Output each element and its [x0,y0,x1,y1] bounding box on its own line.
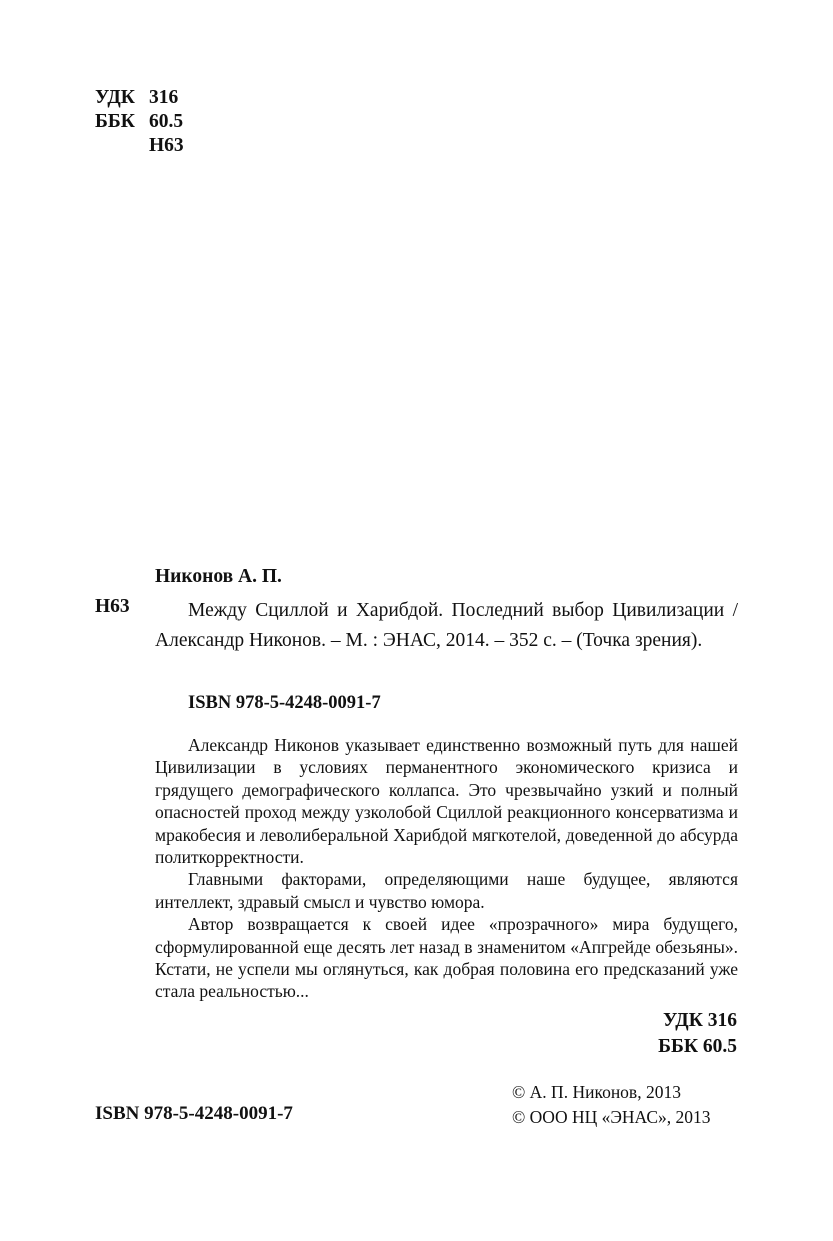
isbn-bottom: ISBN 978-5-4248-0091-7 [95,1103,293,1124]
author-mark-row [95,134,184,158]
annotation-paragraph: Автор возвращается к своей идее «прозрачного» мира будущего, сформулированной еще десять лет назад в знаменитом «Апгрейде обезьяны». Кстати, не успели мы оглянуться, как добрая половина его предсказаний уже стала реальностью... [155,914,738,1002]
copyright-block [512,1080,711,1130]
udk-label: УДК [95,87,135,108]
annotation [155,734,738,1003]
author-heading: Никонов А. П. [155,566,282,587]
bbk-bottom: ББК 60.5 [658,1036,737,1057]
annotation-paragraph: Александр Никонов указывает единственно возможный путь для нашей Цивилизации в условиях перманентного экономического кризиса и грядущего демографического коллапса. Это чрезвычайно узкий и полный опасностей проход между узколобой Сциллой реакционного консерватизма и мракобесия и леволиберальной Харибдой мягкотелой, доведенной до абсурда политкорректности. [155,735,738,868]
author-mark: Н63 [95,596,130,617]
bibliographic-record [155,596,738,656]
author-mark-top: Н63 [149,135,184,156]
top-classification-block [95,86,184,158]
bbk-label: ББК [95,111,135,132]
udk-bottom: УДК 316 [662,1010,737,1031]
bibliographic-record-text: Между Сциллой и Харибдой. Последний выбор Цивилизации / Александр Никонов. – М. : ЭНАС, 2014. – 352 с. – (Точка зрения). [155,600,738,651]
udk-row [95,86,184,110]
bbk-row [95,110,184,134]
copyright-author: © А. П. Никонов, 2013 [512,1082,681,1102]
isbn-main: ISBN 978-5-4248-0091-7 [188,693,381,713]
copyright-publisher: © ООО НЦ «ЭНАС», 2013 [512,1107,711,1127]
bbk-value: 60.5 [149,111,184,132]
udk-value: 316 [149,87,179,108]
annotation-paragraph: Главными факторами, определяющими наше будущее, являются интеллект, здравый смысл и чувство юмора. [155,869,738,912]
bottom-classification [658,1008,737,1060]
